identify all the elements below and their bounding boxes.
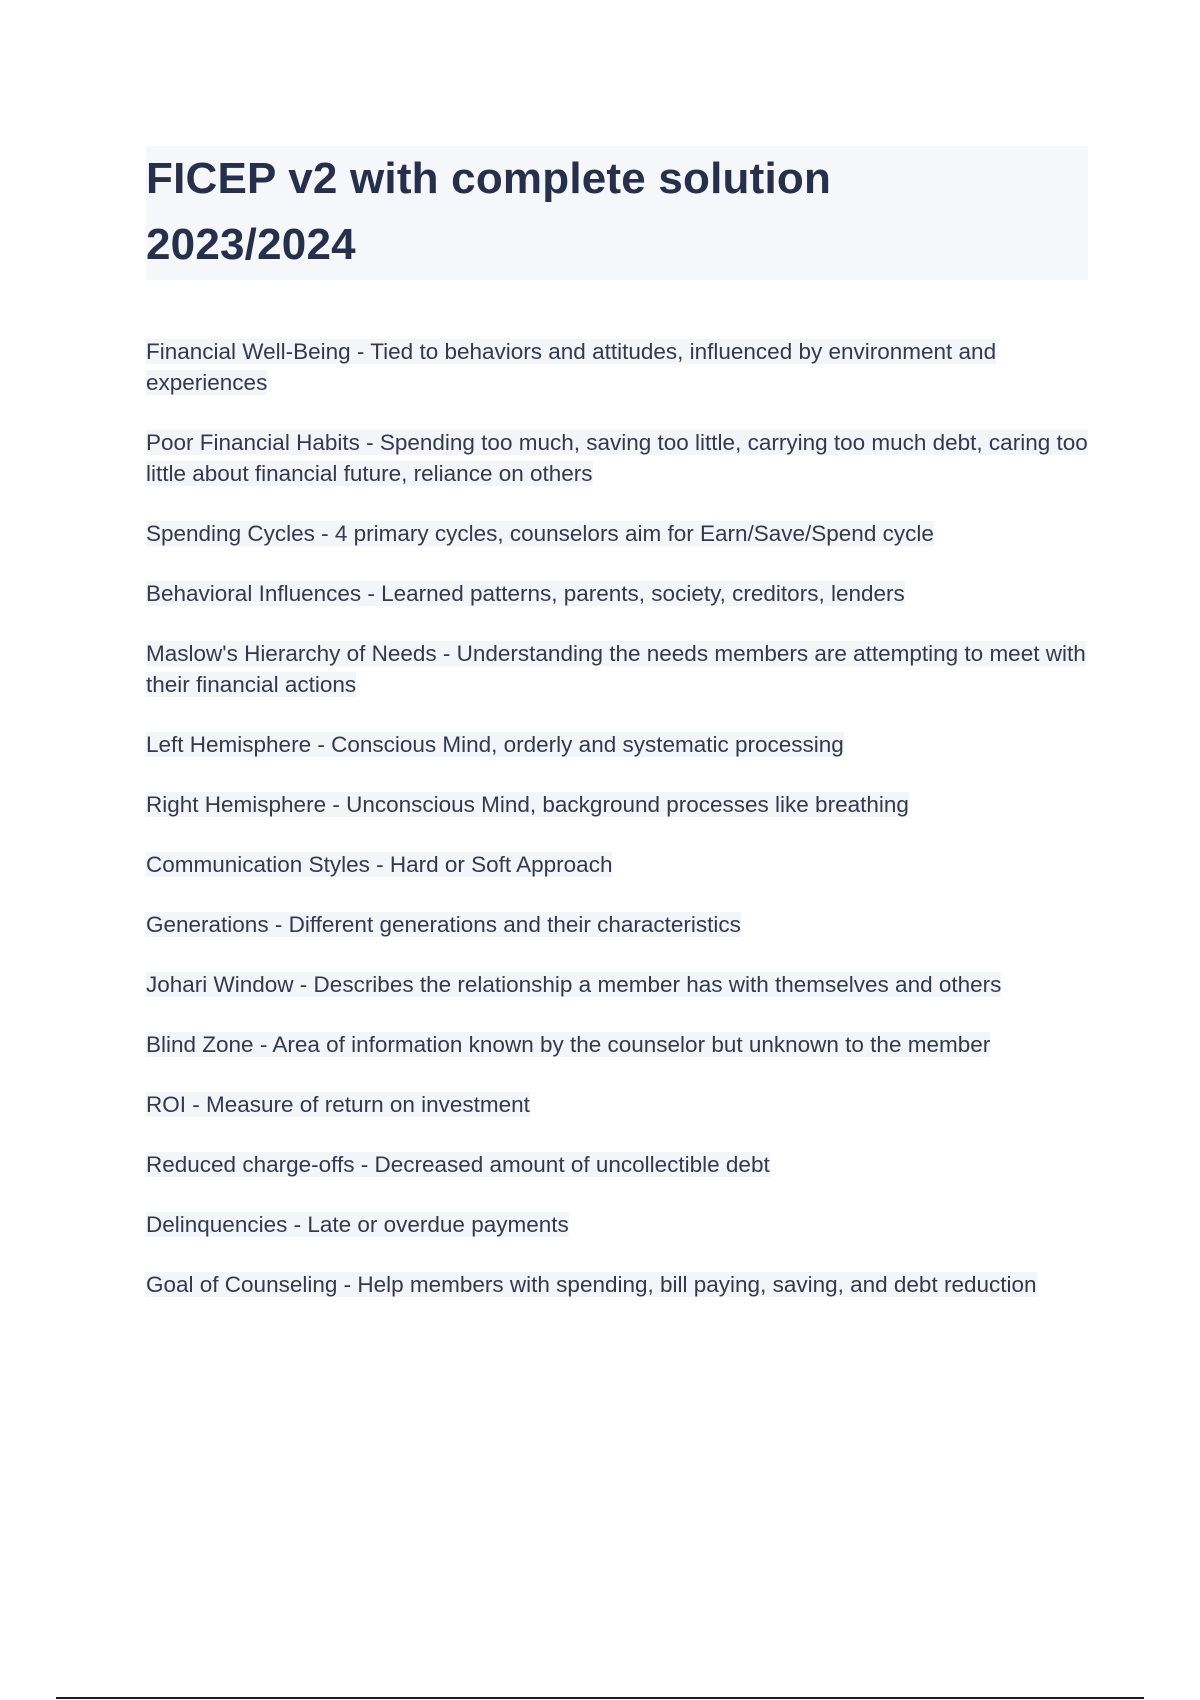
term-entry <box>146 969 1096 1000</box>
term-entry-text: Financial Well-Being - Tied to behaviors and attitudes, influenced by environment and experiences <box>146 339 997 395</box>
term-entry <box>146 909 1096 940</box>
term-entry <box>146 638 1096 700</box>
term-entry-text: Left Hemisphere - Conscious Mind, orderly and systematic processing <box>146 732 844 757</box>
term-entry-text: Communication Styles - Hard or Soft Approach <box>146 852 613 877</box>
term-entry <box>146 578 1096 609</box>
term-entry-text: Generations - Different generations and their characteristics <box>146 912 741 937</box>
term-entry <box>146 1029 1096 1060</box>
term-entry <box>146 427 1096 489</box>
term-entry <box>146 849 1096 880</box>
term-entry-text: ROI - Measure of return on investment <box>146 1092 530 1117</box>
term-entry <box>146 1149 1096 1180</box>
term-entry-text: Maslow's Hierarchy of Needs - Understanding the needs members are attempting to meet with their financial actions <box>146 641 1086 697</box>
document-title-line-2: 2023/2024 <box>146 220 356 269</box>
term-entry <box>146 336 1096 398</box>
term-list <box>146 336 1096 1329</box>
term-entry <box>146 1269 1096 1300</box>
term-entry <box>146 1089 1096 1120</box>
term-entry-text: Blind Zone - Area of information known by the counselor but unknown to the member <box>146 1032 991 1057</box>
term-entry-text: Reduced charge-offs - Decreased amount of uncollectible debt <box>146 1152 770 1177</box>
term-entry <box>146 789 1096 820</box>
term-entry-text: Spending Cycles - 4 primary cycles, counselors aim for Earn/Save/Spend cycle <box>146 521 934 546</box>
term-entry-text: Goal of Counseling - Help members with spending, bill paying, saving, and debt reduction <box>146 1272 1037 1297</box>
term-entry-text: Poor Financial Habits - Spending too much, saving too little, carrying too much debt, caring too little about financial future, reliance on others <box>146 430 1088 486</box>
document-title-line-1: FICEP v2 with complete solution <box>146 154 832 203</box>
term-entry <box>146 729 1096 760</box>
footer-divider <box>56 1697 1144 1699</box>
term-entry-text: Right Hemisphere - Unconscious Mind, background processes like breathing <box>146 792 909 817</box>
term-entry-text: Behavioral Influences - Learned patterns, parents, society, creditors, lenders <box>146 581 905 606</box>
title-block <box>146 146 1088 280</box>
term-entry-text: Delinquencies - Late or overdue payments <box>146 1212 569 1237</box>
term-entry <box>146 518 1096 549</box>
term-entry-text: Johari Window - Describes the relationship a member has with themselves and others <box>146 972 1002 997</box>
term-entry <box>146 1209 1096 1240</box>
